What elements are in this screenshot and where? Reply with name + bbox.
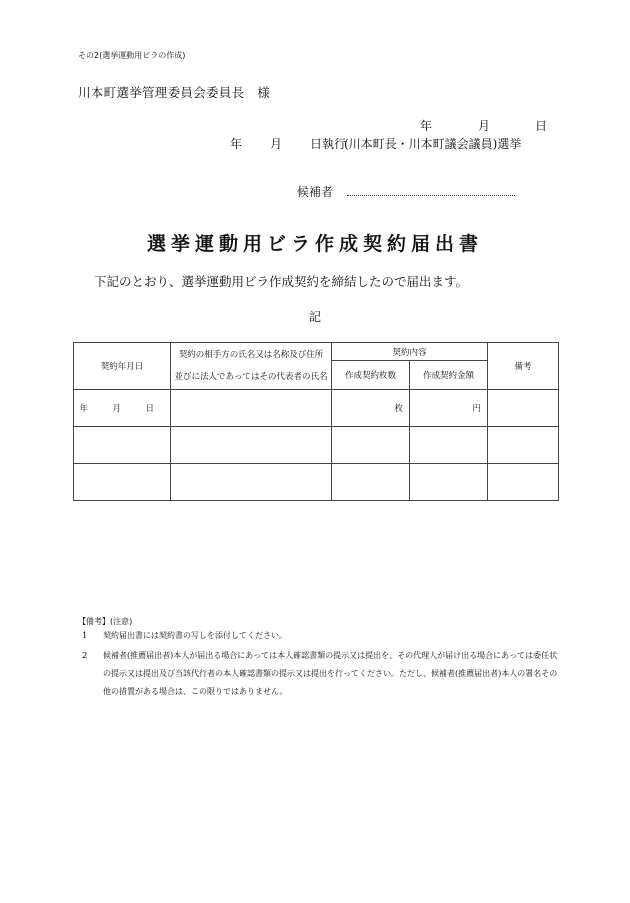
note-1-text: 契約届出書には契約書の写しを添付してください。: [103, 631, 287, 640]
row1-date[interactable]: 年 月 日: [74, 390, 171, 427]
table-row: [74, 390, 559, 427]
row1-count[interactable]: 枚: [332, 390, 410, 427]
header-party-line1: 契約の相手方の氏名又は名称及び住所: [178, 350, 324, 360]
election-type: (川本町長・川本町議会議員)選挙: [344, 137, 522, 151]
candidate-field: [297, 183, 515, 200]
row3-remarks[interactable]: [488, 464, 559, 501]
date-year: 年: [420, 119, 433, 133]
addressee: 川本町選挙管理委員会委員長 様: [78, 85, 271, 100]
header-contract-amount: 作成契約金額: [410, 361, 488, 390]
filing-date-line: [420, 117, 547, 134]
row2-count[interactable]: [332, 427, 410, 464]
header-contract-date: 契約年月日: [74, 343, 171, 390]
table-row: [74, 464, 559, 501]
date-month: 月: [478, 119, 491, 133]
row3-count[interactable]: [332, 464, 410, 501]
document-label: その2(選挙運動用ビラの作成): [78, 51, 186, 60]
candidate-label: 候補者: [297, 185, 334, 199]
notes-heading: 【備考】(注意): [78, 617, 133, 626]
contract-table: [73, 342, 559, 501]
election-day: 日執行: [310, 137, 347, 151]
table-row: [74, 427, 559, 464]
header-party-line2: 並びに法人であってはその代表者の氏名: [174, 372, 328, 382]
header-sheet-count: 作成契約枚数: [332, 361, 410, 390]
note-1-number: 1: [82, 631, 88, 641]
election-line: [230, 135, 521, 152]
header-contract-party: [171, 343, 332, 390]
row3-party[interactable]: [171, 464, 332, 501]
row1-party[interactable]: [171, 390, 332, 427]
row3-amount[interactable]: [410, 464, 488, 501]
date-day: 日: [535, 119, 548, 133]
row2-party[interactable]: [171, 427, 332, 464]
header-contract-content: 契約内容: [332, 343, 488, 361]
note-2-number: 2: [82, 651, 88, 661]
election-year: 年: [230, 137, 243, 151]
note-2-text: 候補者(推薦届出者)本人が届出る場合にあっては本人確認書類の提示又は提出を、その代理人が届け出る場合にあっては委任状の提示又は提出及び当該代行者の本人確認書類の提示又は提出を行ってください。ただし、候補者(推薦届出者)本人の署名その他の措置がある場合は、この限りではありません。: [103, 651, 558, 696]
row1-remarks[interactable]: [488, 390, 559, 427]
row1-amount[interactable]: 円: [410, 390, 488, 427]
document-title: 選挙運動用ビラ作成契約届出書: [146, 233, 483, 255]
header-remarks: 備考: [488, 343, 559, 390]
election-month: 月: [270, 137, 283, 151]
row2-remarks[interactable]: [488, 427, 559, 464]
candidate-signature-line[interactable]: [347, 183, 515, 196]
ki-heading: 記: [308, 310, 321, 324]
row3-date[interactable]: [74, 464, 171, 501]
intro-text: 下記のとおり、選挙運動用ビラ作成契約を締結したので届出ます。: [94, 274, 469, 289]
row2-amount[interactable]: [410, 427, 488, 464]
row2-date[interactable]: [74, 427, 171, 464]
